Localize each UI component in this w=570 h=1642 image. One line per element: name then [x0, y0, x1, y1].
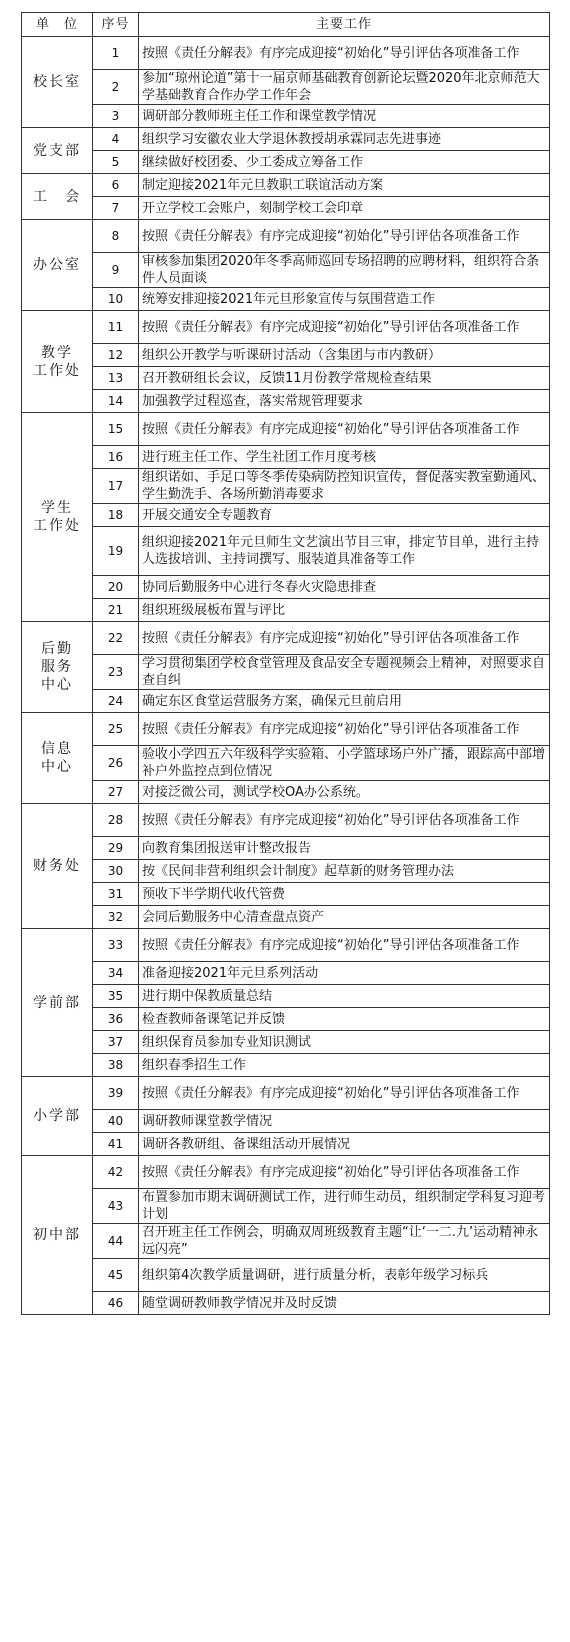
seq-cell: 34: [93, 962, 139, 985]
table-row: [22, 105, 550, 128]
table-row: [22, 985, 550, 1008]
table-row: [22, 367, 550, 390]
table-row: [22, 860, 550, 883]
work-cell: 调研部分教师班主任工作和课堂教学情况: [139, 105, 550, 128]
work-cell: 检查教师备课笔记并反馈: [139, 1008, 550, 1031]
seq-cell: 8: [93, 220, 139, 253]
table-row: [22, 253, 550, 288]
table-row: [22, 174, 550, 197]
table-row: [22, 70, 550, 105]
unit-cell: 工 会: [22, 174, 93, 220]
seq-cell: 30: [93, 860, 139, 883]
table-row: [22, 746, 550, 781]
seq-cell: 33: [93, 929, 139, 962]
unit-cell: 教学 工作处: [22, 311, 93, 413]
seq-cell: 28: [93, 804, 139, 837]
table-row: [22, 469, 550, 504]
seq-cell: 45: [93, 1259, 139, 1292]
seq-cell: 12: [93, 344, 139, 367]
unit-cell: 学前部: [22, 929, 93, 1077]
table-row: [22, 622, 550, 655]
table-row: [22, 197, 550, 220]
table-row: [22, 962, 550, 985]
unit-cell: 校长室: [22, 37, 93, 128]
unit-cell: 小学部: [22, 1077, 93, 1156]
seq-cell: 36: [93, 1008, 139, 1031]
work-cell: 按照《责任分解表》有序完成迎接“初始化”导引评估各项准备工作: [139, 713, 550, 746]
unit-cell: 办公室: [22, 220, 93, 311]
table-row: [22, 527, 550, 576]
seq-cell: 1: [93, 37, 139, 70]
seq-cell: 40: [93, 1110, 139, 1133]
table-row: [22, 1156, 550, 1189]
seq-cell: 44: [93, 1224, 139, 1259]
seq-cell: 14: [93, 390, 139, 413]
work-cell: 准备迎接2021年元旦系列活动: [139, 962, 550, 985]
header-seq: 序号: [93, 13, 139, 37]
seq-cell: 20: [93, 576, 139, 599]
seq-cell: 16: [93, 446, 139, 469]
work-cell: 布置参加市期末调研测试工作，进行师生动员，组织制定学科复习迎考计划: [139, 1189, 550, 1224]
work-cell: 继续做好校团委、少工委成立筹备工作: [139, 151, 550, 174]
work-cell: 按照《责任分解表》有序完成迎接“初始化”导引评估各项准备工作: [139, 311, 550, 344]
work-cell: 组织诺如、手足口等冬季传染病防控知识宣传，督促落实教室勤通风、学生勤洗手、各场所勤消毒要求: [139, 469, 550, 504]
table-row: [22, 1008, 550, 1031]
table-row: [22, 1259, 550, 1292]
table-row: [22, 781, 550, 804]
work-cell: 调研教师课堂教学情况: [139, 1110, 550, 1133]
work-cell: 按照《责任分解表》有序完成迎接“初始化”导引评估各项准备工作: [139, 413, 550, 446]
work-cell: 加强教学过程巡查，落实常规管理要求: [139, 390, 550, 413]
work-cell: 按《民间非营利组织会计制度》起草新的财务管理办法: [139, 860, 550, 883]
work-cell: 进行期中保教质量总结: [139, 985, 550, 1008]
table-row: [22, 151, 550, 174]
seq-cell: 35: [93, 985, 139, 1008]
work-cell: 审核参加集团2020年冬季高师巡回专场招聘的应聘材料，组织符合条件人员面谈: [139, 253, 550, 288]
unit-cell: 初中部: [22, 1156, 93, 1315]
work-cell: 按照《责任分解表》有序完成迎接“初始化”导引评估各项准备工作: [139, 929, 550, 962]
table-row: [22, 1292, 550, 1315]
work-cell: 组织第4次教学质量调研，进行质量分析，表彰年级学习标兵: [139, 1259, 550, 1292]
work-cell: 参加“琼州论道”第十一届京师基础教育创新论坛暨2020年北京师范大学基础教育合作办学工作年会: [139, 70, 550, 105]
work-cell: 按照《责任分解表》有序完成迎接“初始化”导引评估各项准备工作: [139, 804, 550, 837]
work-cell: 组织班级展板布置与评比: [139, 599, 550, 622]
seq-cell: 21: [93, 599, 139, 622]
work-cell: 召开班主任工作例会，明确双周班级教育主题“让‘一二.九’运动精神永远闪亮”: [139, 1224, 550, 1259]
seq-cell: 23: [93, 655, 139, 690]
header-work: 主要工作: [139, 13, 550, 37]
work-cell: 按照《责任分解表》有序完成迎接“初始化”导引评估各项准备工作: [139, 1156, 550, 1189]
header-unit: 单 位: [22, 13, 93, 37]
unit-cell: 学生 工作处: [22, 413, 93, 622]
seq-cell: 22: [93, 622, 139, 655]
table-row: [22, 504, 550, 527]
seq-cell: 41: [93, 1133, 139, 1156]
work-cell: 确定东区食堂运营服务方案，确保元旦前启用: [139, 690, 550, 713]
work-cell: 会同后勤服务中心清查盘点资产: [139, 906, 550, 929]
seq-cell: 7: [93, 197, 139, 220]
work-cell: 进行班主任工作、学生社团工作月度考核: [139, 446, 550, 469]
table-row: [22, 446, 550, 469]
seq-cell: 6: [93, 174, 139, 197]
work-cell: 组织春季招生工作: [139, 1054, 550, 1077]
table-row: [22, 576, 550, 599]
table-body: [22, 37, 550, 1315]
seq-cell: 32: [93, 906, 139, 929]
table-row: [22, 288, 550, 311]
work-cell: 开展交通安全专题教育: [139, 504, 550, 527]
work-plan-table: [21, 12, 550, 1315]
seq-cell: 5: [93, 151, 139, 174]
work-cell: 随堂调研教师教学情况并及时反馈: [139, 1292, 550, 1315]
work-cell: 对接泛微公司，测试学校OA办公系统。: [139, 781, 550, 804]
table-row: [22, 128, 550, 151]
table-row: [22, 1224, 550, 1259]
table-row: [22, 1077, 550, 1110]
table-row: [22, 390, 550, 413]
table-row: [22, 713, 550, 746]
seq-cell: 18: [93, 504, 139, 527]
table-row: [22, 906, 550, 929]
work-cell: 按照《责任分解表》有序完成迎接“初始化”导引评估各项准备工作: [139, 220, 550, 253]
table-row: [22, 1189, 550, 1224]
table-row: [22, 1054, 550, 1077]
seq-cell: 31: [93, 883, 139, 906]
work-cell: 组织保育员参加专业知识测试: [139, 1031, 550, 1054]
unit-cell: 党支部: [22, 128, 93, 174]
seq-cell: 39: [93, 1077, 139, 1110]
seq-cell: 11: [93, 311, 139, 344]
table-row: [22, 37, 550, 70]
seq-cell: 4: [93, 128, 139, 151]
seq-cell: 27: [93, 781, 139, 804]
table-row: [22, 413, 550, 446]
work-cell: 统筹安排迎接2021年元旦形象宣传与氛围营造工作: [139, 288, 550, 311]
table-row: [22, 311, 550, 344]
table-row: [22, 1110, 550, 1133]
unit-cell: 财务处: [22, 804, 93, 929]
work-cell: 预收下半学期代收代管费: [139, 883, 550, 906]
table-row: [22, 837, 550, 860]
work-cell: 召开教研组长会议，反馈11月份教学常规检查结果: [139, 367, 550, 390]
work-cell: 学习贯彻集团学校食堂管理及食品安全专题视频会上精神，对照要求自查自纠: [139, 655, 550, 690]
table-row: [22, 655, 550, 690]
work-cell: 按照《责任分解表》有序完成迎接“初始化”导引评估各项准备工作: [139, 1077, 550, 1110]
work-cell: 组织公开教学与听课研讨活动（含集团与市内教研）: [139, 344, 550, 367]
seq-cell: 42: [93, 1156, 139, 1189]
seq-cell: 38: [93, 1054, 139, 1077]
seq-cell: 24: [93, 690, 139, 713]
work-cell: 调研各教研组、备课组活动开展情况: [139, 1133, 550, 1156]
seq-cell: 46: [93, 1292, 139, 1315]
table-row: [22, 599, 550, 622]
table-row: [22, 804, 550, 837]
work-cell: 向教育集团报送审计整改报告: [139, 837, 550, 860]
table-row: [22, 690, 550, 713]
seq-cell: 10: [93, 288, 139, 311]
table-row: [22, 1133, 550, 1156]
work-cell: 按照《责任分解表》有序完成迎接“初始化”导引评估各项准备工作: [139, 37, 550, 70]
table-row: [22, 1031, 550, 1054]
header-row: [22, 13, 550, 37]
table-row: [22, 929, 550, 962]
work-cell: 开立学校工会账户，刻制学校工会印章: [139, 197, 550, 220]
seq-cell: 43: [93, 1189, 139, 1224]
table-row: [22, 883, 550, 906]
table-row: [22, 220, 550, 253]
seq-cell: 13: [93, 367, 139, 390]
seq-cell: 19: [93, 527, 139, 576]
seq-cell: 2: [93, 70, 139, 105]
seq-cell: 3: [93, 105, 139, 128]
work-cell: 协同后勤服务中心进行冬春火灾隐患排查: [139, 576, 550, 599]
seq-cell: 37: [93, 1031, 139, 1054]
work-cell: 组织学习安徽农业大学退休教授胡承霖同志先进事迹: [139, 128, 550, 151]
seq-cell: 9: [93, 253, 139, 288]
unit-cell: 后勤 服务 中心: [22, 622, 93, 713]
work-cell: 组织迎接2021年元旦师生文艺演出节目三审，排定节目单，进行主持人选拔培训、主持词撰写、服装道具准备等工作: [139, 527, 550, 576]
work-cell: 按照《责任分解表》有序完成迎接“初始化”导引评估各项准备工作: [139, 622, 550, 655]
unit-cell: 信息 中心: [22, 713, 93, 804]
seq-cell: 29: [93, 837, 139, 860]
seq-cell: 26: [93, 746, 139, 781]
work-cell: 验收小学四五六年级科学实验箱、小学篮球场户外广播，跟踪高中部增补户外监控点到位情况: [139, 746, 550, 781]
work-cell: 制定迎接2021年元旦教职工联谊活动方案: [139, 174, 550, 197]
seq-cell: 25: [93, 713, 139, 746]
seq-cell: 17: [93, 469, 139, 504]
seq-cell: 15: [93, 413, 139, 446]
table-row: [22, 344, 550, 367]
